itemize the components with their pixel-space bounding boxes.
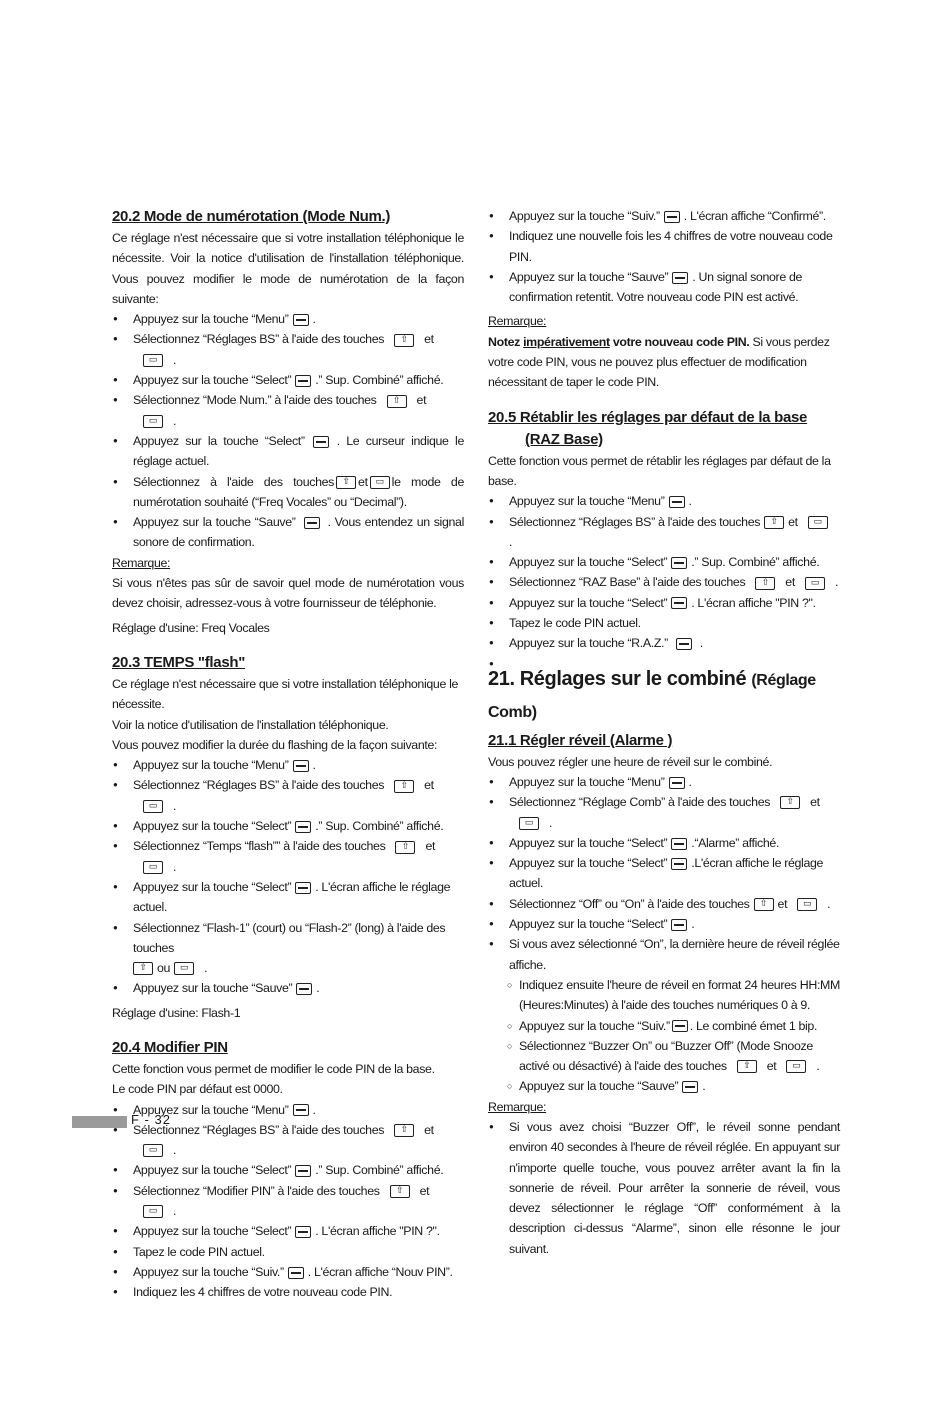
list-item: ● Si vous avez choisi “Buzzer Off”, le réveil sonne pendant environ 40 secondes à l'heure de réveil réglée. En appuyant sur n'importe quelle touche, vous pouvez arrêter avant la fin la sonnerie de réveil. Pour arrêter la sonnerie de réveil, vous devez sélectionner le réglage “Off” conformément à la description ci-dessus “Alarme”, sinon elle résonne le jour suivant. — [488, 1117, 840, 1259]
list-item: ● Appuyez sur la touche “Select” . L'écran affiche "PIN ?". — [488, 593, 840, 613]
list-item: ● Appuyez sur la touche “Sauve” . Un signal sonore de confirmation retentit. Votre nouveau code PIN est activé. — [488, 267, 840, 308]
section-21-title: 21. Réglages sur le combiné (Réglage Comb) — [488, 667, 816, 721]
section-20-3-title: 20.3 TEMPS "flash" — [112, 653, 246, 671]
list-item: ○ Appuyez sur la touche “Sauve” . — [488, 1076, 840, 1096]
list-item: ● Sélectionnez “Réglages BS” à l'aide des touches ⇧ et ▭ . — [488, 512, 840, 553]
nav-up-icon: ⇧ — [395, 841, 415, 854]
section-20-4-intro-2: Le code PIN par défaut est 0000. — [112, 1082, 283, 1097]
section-20-2-steps — [112, 309, 464, 553]
softkey-icon — [293, 1104, 309, 1116]
list-item: ○ Appuyez sur la touche “Suiv.” . Le combiné émet 1 bip. — [488, 1016, 840, 1036]
list-item: ● Sélectionnez “Réglages BS” à l'aide des touches ⇧ et ▭ . — [112, 1120, 464, 1161]
softkey-icon — [671, 838, 687, 850]
nav-up-icon: ⇧ — [387, 395, 407, 408]
section-21-1-intro: Vous pouvez régler une heure de réveil sur le combiné. — [488, 754, 773, 769]
section-20-3-intro-1: Ce réglage n'est nécessaire que si votre installation téléphonique le nécessite. — [112, 676, 459, 712]
list-item: ● Appuyez sur la touche “Menu” . — [488, 772, 840, 792]
list-item: ● Appuyez sur la touche “Select” .L'écran affiche le réglage actuel. — [488, 853, 840, 894]
section-20-2-title: 20.2 Mode de numérotation (Mode Num.) — [112, 208, 391, 225]
nav-up-icon: ⇧ — [754, 898, 774, 911]
softkey-icon — [296, 983, 312, 995]
nav-up-icon: ⇧ — [737, 1060, 757, 1073]
section-20-2-remark: Si vous n'êtes pas sûr de savoir quel mode de numérotation vous devez choisir, adressez-vous à votre fournisseur de téléphonie. — [112, 576, 464, 611]
right-column — [488, 206, 840, 1259]
list-item: ● Sélectionnez “Réglages BS” à l'aide des touches ⇧ et ▭ . — [112, 329, 464, 370]
list-item: ● Appuyez sur la touche “R.A.Z.” . — [488, 633, 840, 653]
list-item: ● Sélectionnez à l'aide des touches ⇧ et ▭ le mode de numérotation souhaité (“Freq Vocales” ou “Decimal”). — [112, 472, 464, 513]
softkey-icon — [664, 211, 680, 223]
list-item: ● Sélectionnez “Flash-1” (court) ou “Flash-2” (long) à l'aide des touches ⇧ ou ▭ . — [112, 918, 464, 979]
list-item: ● Sélectionnez “Réglages BS” à l'aide des touches ⇧ et ▭ . — [112, 775, 464, 816]
nav-up-icon: ⇧ — [394, 334, 414, 347]
alarm-remark-list — [488, 1117, 840, 1259]
section-20-3-steps — [112, 755, 464, 999]
list-item: ● Appuyez sur la touche “Select” . L'écran affiche "PIN ?". — [112, 1221, 464, 1241]
softkey-icon — [295, 1165, 311, 1177]
nav-up-icon: ⇧ — [133, 962, 153, 975]
list-item: ● Sélectionnez “Modifier PIN” à l'aide des touches ⇧ et ▭ . — [112, 1181, 464, 1222]
list-item: ● Sélectionnez “Off” ou “On” à l'aide des touches ⇧ et ▭ . — [488, 894, 840, 914]
list-item: ● Appuyez sur la touche “Select” . Le curseur indique le réglage actuel. — [112, 431, 464, 472]
softkey-icon — [295, 375, 311, 387]
phonebook-icon: ▭ — [174, 962, 194, 975]
list-item: ● Appuyez sur la touche “Suiv.” . L'écran affiche “Confirmé”. — [488, 206, 840, 226]
softkey-icon — [682, 1081, 698, 1093]
section-20-3-intro-2: Voir la notice d'utilisation de l'installation téléphonique. — [112, 717, 389, 732]
list-item: ● Appuyez sur la touche “Select” . — [488, 914, 840, 934]
phonebook-icon: ▭ — [786, 1060, 806, 1073]
list-item: ● Appuyez sur la touche “Menu” . — [112, 755, 464, 775]
section-20-2-intro: Ce réglage n'est nécessaire que si votre installation téléphonique le nécessite. Voir la notice d'utilisation de l'installation téléphonique. Vous pouvez modifier le mode de numérotation de la façon suivante: — [112, 231, 464, 306]
list-item: ● Appuyez sur la touche “Menu” . — [112, 309, 464, 329]
section-20-4-steps — [112, 1100, 464, 1303]
phonebook-icon: ▭ — [143, 415, 163, 428]
section-20-5-intro: Cette fonction vous permet de rétablir les réglages par défaut de la base. — [488, 453, 831, 488]
section-20-4-title: 20.4 Modifier PIN — [112, 1038, 228, 1056]
section-20-3-intro-3: Vous pouvez modifier la durée du flashing de la façon suivante: — [112, 737, 438, 752]
list-item: ○ Indiquez ensuite l'heure de réveil en format 24 heures HH:MM (Heures:Minutes) à l'aide des touches numériques 0 à 9. — [488, 975, 840, 1016]
pin-remark: Notez impérativement votre nouveau code PIN. Si vous perdez votre code PIN, vous ne pouvez plus effectuer de modification nécessitant de taper le code PIN. — [488, 334, 830, 390]
softkey-icon — [293, 760, 309, 772]
softkey-icon — [669, 496, 685, 508]
softkey-icon — [295, 882, 311, 894]
softkey-icon — [676, 638, 692, 650]
softkey-icon — [313, 436, 329, 448]
softkey-icon — [671, 597, 687, 609]
nav-up-icon: ⇧ — [764, 516, 784, 529]
list-item: ● Sélectionnez “Temps “flash”” à l'aide des touches ⇧ et ▭ . — [112, 836, 464, 877]
phonebook-icon: ▭ — [808, 516, 828, 529]
nav-up-icon: ⇧ — [390, 1185, 410, 1198]
phonebook-icon: ▭ — [797, 898, 817, 911]
section-20-5-title: 20.5 Rétablir les réglages par défaut de la base (RAZ Base) — [488, 408, 808, 448]
phonebook-icon: ▭ — [143, 354, 163, 367]
phonebook-icon: ▭ — [519, 817, 539, 830]
phonebook-icon: ▭ — [143, 1144, 163, 1157]
nav-up-icon: ⇧ — [755, 577, 775, 590]
footer-bar — [72, 1116, 127, 1128]
list-item: ● Appuyez sur la touche “Select” . L'écran affiche le réglage actuel. — [112, 877, 464, 918]
factory-setting: Réglage d'usine: Freq Vocales — [112, 620, 270, 635]
phonebook-icon: ▭ — [143, 1205, 163, 1218]
section-21-1-steps — [488, 772, 840, 1097]
list-item: ● Appuyez sur la touche “Select” .” Sup. Combiné” affiché. — [488, 552, 840, 572]
list-item: ● Appuyez sur la touche “Suiv.” . L'écran affiche “Nouv PIN”. — [112, 1262, 464, 1282]
list-item: ● Appuyez sur la touche “Select” .” Sup. Combiné” affiché. — [112, 370, 464, 390]
phonebook-icon: ▭ — [805, 577, 825, 590]
remark-label: Remarque: — [112, 555, 171, 570]
list-item: ● Tapez le code PIN actuel. — [112, 1242, 464, 1262]
phonebook-icon: ▭ — [143, 861, 163, 874]
softkey-icon — [304, 517, 320, 529]
list-item: ● Appuyez sur la touche “Menu” . — [112, 1100, 464, 1120]
list-item: ● Indiquez les 4 chiffres de votre nouveau code PIN. — [112, 1282, 464, 1302]
phonebook-icon: ▭ — [370, 476, 390, 489]
softkey-icon — [671, 858, 687, 870]
left-column — [112, 206, 464, 1303]
nav-up-icon: ⇧ — [336, 476, 356, 489]
remark-label: Remarque: — [488, 1099, 547, 1114]
softkey-icon — [672, 272, 688, 284]
softkey-icon — [288, 1267, 304, 1279]
section-20-5-steps — [488, 491, 840, 663]
softkey-icon — [671, 919, 687, 931]
section-20-4-intro-1: Cette fonction vous permet de modifier le code PIN de la base. — [112, 1061, 435, 1076]
list-item: ● Sélectionnez “Réglage Comb” à l'aide des touches ⇧ et ▭ . — [488, 792, 840, 833]
softkey-icon — [293, 314, 309, 326]
list-item: ● Si vous avez sélectionné “On”, la dernière heure de réveil réglée affiche. — [488, 934, 840, 975]
list-item: ● Appuyez sur la touche “Sauve” . Vous entendez un signal sonore de confirmation. — [112, 512, 464, 553]
list-item: ● Appuyez sur la touche “Menu” . — [488, 491, 840, 511]
list-item: ● Tapez le code PIN actuel. — [488, 613, 840, 633]
factory-setting: Réglage d'usine: Flash-1 — [112, 1005, 241, 1020]
list-item — [488, 654, 840, 664]
list-item: ● Appuyez sur la touche “Select” .” Sup. Combiné” affiché. — [112, 1160, 464, 1180]
page-number: F - 32 — [131, 1112, 171, 1127]
softkey-icon — [295, 1226, 311, 1238]
softkey-icon — [669, 777, 685, 789]
nav-up-icon: ⇧ — [394, 1124, 414, 1137]
list-item: ● Indiquez une nouvelle fois les 4 chiffres de votre nouveau code PIN. — [488, 226, 840, 267]
section-21-1-title: 21.1 Régler réveil (Alarme ) — [488, 731, 673, 749]
softkey-icon — [671, 557, 687, 569]
list-item: ● Appuyez sur la touche “Select” .“Alarme” affiché. — [488, 833, 840, 853]
softkey-icon — [672, 1020, 688, 1032]
remark-label: Remarque: — [488, 314, 547, 329]
list-item: ● Sélectionnez “RAZ Base” à l'aide des touches ⇧ et ▭ . — [488, 572, 840, 592]
softkey-icon — [295, 821, 311, 833]
nav-up-icon: ⇧ — [780, 796, 800, 809]
list-item: ● Appuyez sur la touche “Select” .” Sup. Combiné” affiché. — [112, 816, 464, 836]
section-20-4-continued-steps — [488, 206, 840, 307]
list-item: ● Appuyez sur la touche “Sauve” . — [112, 978, 464, 998]
nav-up-icon: ⇧ — [394, 780, 414, 793]
list-item: ● Sélectionnez “Mode Num.” à l'aide des touches ⇧ et ▭ . — [112, 390, 464, 431]
list-item: ○ Sélectionnez “Buzzer On” ou “Buzzer Off” (Mode Snooze activé ou désactivé) à l'aide des touches ⇧ et ▭ . — [488, 1036, 840, 1077]
phonebook-icon: ▭ — [143, 800, 163, 813]
